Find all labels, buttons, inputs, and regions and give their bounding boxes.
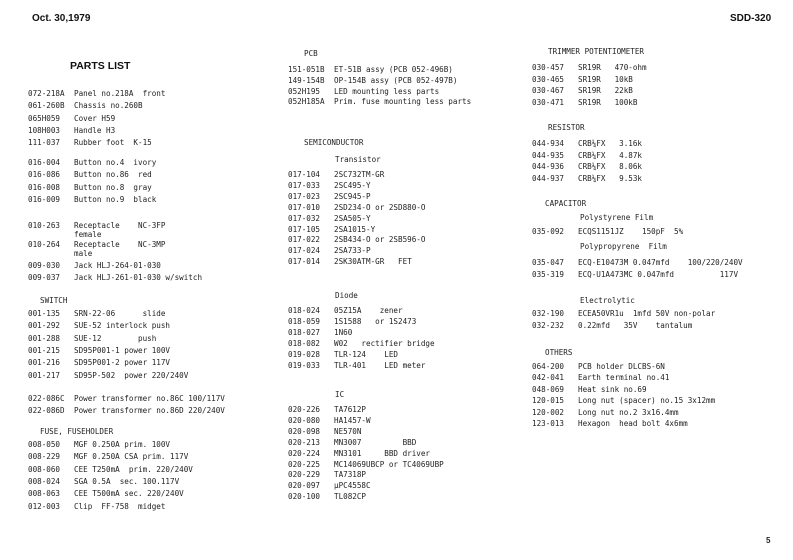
part-description: SD95P001-1 power 100V — [74, 345, 171, 355]
part-description: TL082CP — [334, 492, 367, 502]
part-number: 052H185A — [288, 97, 325, 107]
part-number: 064-200 — [532, 362, 565, 371]
part-number: 108H003 — [28, 125, 61, 135]
part-description: OP-154B assy (PCB 052-497B) — [334, 75, 458, 85]
part-number: 044-936 — [532, 162, 565, 171]
part-description: PCB holder DLCBS-6N — [578, 362, 665, 371]
part-number: 019-033 — [288, 360, 321, 370]
part-number: 022-086D — [28, 406, 65, 416]
part-description: Jack HLJ-264-01-030 — [74, 261, 161, 270]
others-heading: OTHERS — [545, 348, 573, 357]
part-description: Receptacle NC-3FP female — [74, 221, 166, 239]
part-number: 035-319 — [532, 269, 565, 279]
part-number: 120-015 — [532, 396, 565, 406]
part-number: 120-002 — [532, 407, 565, 417]
part-number: 017-010 — [288, 202, 321, 212]
part-description: CRB¼FX 4.87k — [578, 150, 643, 160]
part-description: SRN-22-06 slide — [74, 309, 166, 318]
part-number: 008-063 — [28, 489, 61, 499]
part-number: 017-105 — [288, 224, 321, 234]
part-number: 020-080 — [288, 415, 321, 425]
polypropylene-heading: Polypropyrene Film — [580, 242, 667, 251]
part-number: 035-047 — [532, 258, 565, 267]
part-number: 001-215 — [28, 345, 61, 355]
part-number: 001-135 — [28, 309, 61, 318]
part-number: 065H059 — [28, 113, 61, 123]
part-description: 05Z15A zener — [334, 306, 403, 315]
part-description: LED mounting less parts — [334, 86, 440, 96]
part-number: 008-050 — [28, 440, 61, 449]
part-description: ECQ-E10473M 0.047mfd 100/220/240V — [578, 258, 743, 267]
part-number: 018-082 — [288, 338, 321, 348]
part-description: SR19R 100kB — [578, 97, 638, 107]
part-description: Clip FF-758 midget — [74, 501, 166, 511]
part-number: 061-260B — [28, 101, 65, 111]
part-description: Earth terminal no.41 — [578, 373, 670, 383]
part-number: 001-217 — [28, 370, 61, 380]
part-number: 030-457 — [532, 63, 565, 72]
part-number: 020-098 — [288, 426, 321, 436]
part-number: 030-467 — [532, 86, 565, 95]
part-description: MGF 0.250A prim. 100V — [74, 440, 171, 449]
part-description: Button no.86 red — [74, 170, 152, 180]
part-description: TA7318P — [334, 470, 367, 480]
part-number: 044-935 — [532, 150, 565, 160]
part-description: 2SK30ATM-GR FET — [334, 257, 412, 267]
part-description: TA7612P — [334, 405, 367, 414]
part-description: 2SD234-O or 2SD880-O — [334, 202, 426, 212]
part-number: 072-218A — [28, 89, 65, 98]
part-description: Power transformer no.86D 220/240V — [74, 406, 225, 416]
part-description: Long nut (spacer) no.15 3x12mm — [578, 396, 716, 406]
part-description: SD95P-502 power 220/240V — [74, 370, 189, 380]
part-number: 016-008 — [28, 182, 61, 192]
part-description: Heat sink no.69 — [578, 384, 647, 394]
part-number: 123-013 — [532, 419, 565, 428]
part-description: SD95P001-2 power 117V — [74, 358, 171, 368]
part-description: ECQS1151JZ 150pF 5% — [578, 227, 684, 236]
part-number: 032-190 — [532, 309, 565, 318]
part-number: 030-471 — [532, 97, 565, 107]
part-number: 020-100 — [288, 492, 321, 502]
part-number: 016-086 — [28, 170, 61, 180]
part-description: SR19R 10kB — [578, 74, 633, 84]
part-description: TLR-124 LED — [334, 349, 399, 359]
part-number: 017-104 — [288, 170, 321, 179]
part-number: 020-229 — [288, 470, 321, 480]
part-number: 009-030 — [28, 261, 61, 270]
part-number: 017-014 — [288, 257, 321, 267]
part-description: 1N60 — [334, 327, 353, 337]
page-number: 5 — [766, 536, 771, 545]
part-number: 020-224 — [288, 448, 321, 458]
trimmer-heading: TRIMMER POTENTIOMETER — [548, 47, 645, 56]
part-number: 044-934 — [532, 139, 565, 148]
part-number: 016-009 — [28, 194, 61, 204]
part-description: Button no.8 gray — [74, 182, 152, 192]
pcb-heading: PCB — [304, 49, 318, 58]
part-description: Cover H59 — [74, 113, 116, 123]
part-number: 001-288 — [28, 333, 61, 343]
part-description: ECEA50VR1u 1mfd 50V non-polar — [578, 309, 716, 318]
part-number: 022-086C — [28, 394, 65, 403]
part-description: Rubber foot K-15 — [74, 138, 152, 148]
part-number: 111-037 — [28, 138, 61, 148]
part-description: µPC4558C — [334, 481, 371, 491]
part-number: 035-092 — [532, 227, 565, 236]
part-number: 019-028 — [288, 349, 321, 359]
part-number: 017-022 — [288, 235, 321, 245]
part-number: 010-263 — [28, 221, 61, 230]
part-description: SR19R 470-ohm — [578, 63, 647, 72]
part-description: SUE-52 interlock push — [74, 321, 171, 331]
part-description: 2SC495-Y — [334, 180, 371, 190]
part-description: Prim. fuse mounting less parts — [334, 97, 472, 107]
part-description: Receptacle NC-3MP male — [74, 240, 166, 258]
part-description: 2SA1015-Y — [334, 224, 376, 234]
part-description: Power transformer no.86C 100/117V — [74, 394, 225, 403]
part-number: 008-024 — [28, 476, 61, 486]
part-description: 2SB434-O or 2SB596-O — [334, 235, 426, 245]
part-number: 052H195 — [288, 86, 321, 96]
part-number: 032-232 — [532, 321, 565, 330]
resistor-heading: RESISTOR — [548, 123, 585, 132]
part-description: CEE T500mA sec. 220/240V — [74, 489, 184, 499]
part-description: 2SC945-P — [334, 191, 371, 201]
part-description: Handle H3 — [74, 125, 116, 135]
part-description: Long nut no.2 3x16.4mm — [578, 407, 679, 417]
part-description: Hexagon head bolt 4x6mm — [578, 419, 688, 428]
part-description: HA1457-W — [334, 415, 371, 425]
part-description: ECQ-U1A473MC 0.047mfd 117V — [578, 269, 739, 279]
part-description: 2SA733-P — [334, 246, 371, 256]
model-number: SDD-320 — [730, 13, 772, 24]
part-number: 001-216 — [28, 358, 61, 368]
ic-heading: IC — [335, 390, 345, 399]
transistor-heading: Transistor — [335, 155, 381, 164]
part-description: W02 rectifier bridge — [334, 338, 435, 348]
diode-heading: Diode — [335, 291, 358, 300]
part-number: 017-032 — [288, 213, 321, 223]
part-number: 009-037 — [28, 273, 61, 282]
parts-list-title: PARTS LIST — [70, 60, 131, 72]
part-description: MN3101 BBD driver — [334, 448, 431, 458]
part-description: Jack HLJ-261-01-030 w/switch — [74, 273, 203, 282]
part-number: 016-004 — [28, 158, 61, 167]
part-description: Chassis no.260B — [74, 101, 143, 111]
part-description: CEE T250mA prim. 220/240V — [74, 464, 193, 474]
part-description: SGA 0.5A sec. 100.117V — [74, 476, 180, 486]
part-description: SUE-12 push — [74, 333, 157, 343]
part-description: 0.22mfd 35V tantalum — [578, 321, 693, 330]
part-description: TLR-401 LED meter — [334, 360, 426, 370]
part-number: 017-024 — [288, 246, 321, 256]
part-number: 001-292 — [28, 321, 61, 331]
part-number: 020-213 — [288, 437, 321, 447]
part-description: CRB¼FX 9.53k — [578, 173, 643, 183]
part-number: 042-041 — [532, 373, 565, 383]
page-date: Oct. 30,1979 — [32, 13, 91, 24]
capacitor-heading: CAPACITOR — [545, 199, 587, 208]
part-description: Button no.9 black — [74, 194, 157, 204]
fuse-heading: FUSE, FUSEHOLDER — [40, 427, 114, 436]
part-number: 018-024 — [288, 306, 321, 315]
part-description: 2SC732TM-GR — [334, 170, 385, 179]
part-number: 020-097 — [288, 481, 321, 491]
part-description: ET-51B assy (PCB 052-496B) — [334, 65, 453, 74]
part-description: NE570N — [334, 426, 362, 436]
part-number: 010-264 — [28, 240, 61, 249]
electrolytic-heading: Electrolytic — [580, 296, 635, 305]
part-number: 020-225 — [288, 459, 321, 469]
part-number: 008-229 — [28, 452, 61, 462]
part-description: Panel no.218A front — [74, 89, 166, 98]
semiconductor-heading: SEMICONDUCTOR — [304, 138, 364, 147]
part-description: 2SA505-Y — [334, 213, 371, 223]
part-number: 030-465 — [532, 74, 565, 84]
part-number: 012-003 — [28, 501, 61, 511]
part-description: Button no.4 ivory — [74, 158, 157, 167]
part-number: 008-060 — [28, 464, 61, 474]
part-number: 017-023 — [288, 191, 321, 201]
part-description: CRB¼FX 8.06k — [578, 162, 643, 171]
part-number: 018-059 — [288, 316, 321, 326]
switch-heading: SWITCH — [40, 296, 68, 305]
part-number: 149-154B — [288, 75, 325, 85]
part-number: 018-027 — [288, 327, 321, 337]
part-number: 020-226 — [288, 405, 321, 414]
part-description: MC14069UBCP or TC4069UBP — [334, 459, 444, 469]
part-number: 048-069 — [532, 384, 565, 394]
part-description: MN3007 BBD — [334, 437, 417, 447]
part-description: 1S1588 or 1S2473 — [334, 316, 417, 326]
polystyrene-heading: Polystyrene Film — [580, 213, 654, 222]
part-description: CRB¼FX 3.16k — [578, 139, 643, 148]
part-description: MGF 0.250A CSA prim. 117V — [74, 452, 189, 462]
part-description: SR19R 22kB — [578, 86, 633, 95]
part-number: 017-033 — [288, 180, 321, 190]
part-number: 044-937 — [532, 173, 565, 183]
part-number: 151-051B — [288, 65, 325, 74]
